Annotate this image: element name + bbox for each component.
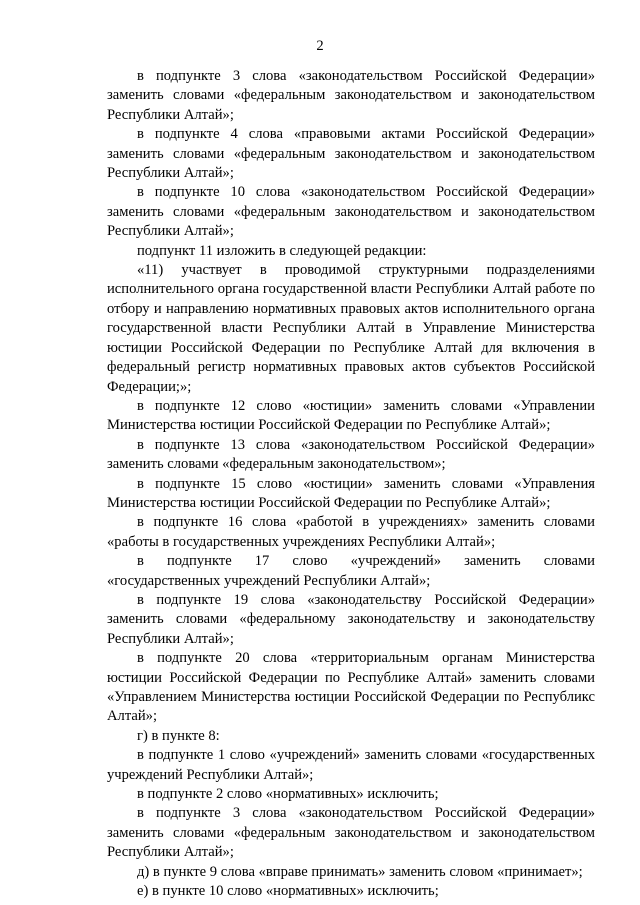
paragraph: «11) участвует в проводимой структурными подразделениями исполнительного органа государственной власти Республики Алтай работе по отбору и направлению нормативных правовых актов исполнительного органа государственной власти Республики Алтай в Управление Министерства юстиции Российской Федерации по Республике Алтай для включения в федеральный регистр нормативных правовых актов субъектов Российской Федерации;»; bbox=[107, 262, 595, 395]
paragraph: д) в пункте 9 слова «вправе принимать» заменить словом «принимает»; bbox=[137, 863, 583, 880]
paragraph: в подпункте 4 слова «правовыми актами Российской Федерации» заменить словами «федеральным законодательством и законодательством Республики Алтай»; bbox=[107, 126, 595, 182]
page-number: 2 bbox=[316, 38, 324, 54]
paragraph: в подпункте 17 слово «учреждений» заменить словами «государственных учреждений Республики Алтай»; bbox=[107, 553, 595, 589]
paragraph: в подпункте 16 слова «работой в учреждениях» заменить словами «работы в государственных учреждениях Республики Алтай»; bbox=[107, 514, 595, 550]
paragraph: в подпункте 15 слово «юстиции» заменить словами «Управления Министерства юстиции Российской Федерации по Республике Алтай»; bbox=[107, 475, 595, 511]
paragraph: в подпункте 20 слова «территориальным органам Министерства юстиции Российской Федерации по Республике Алтай» заменить словами «Управлением Министерства юстиции Российской Федерации по Республикс Алтай»; bbox=[107, 650, 595, 725]
paragraph: в подпункте 3 слова «законодательством Российской Федерации» заменить словами «федеральным законодательством и законодательством Республики Алтай»; bbox=[107, 68, 595, 123]
paragraph: г) в пункте 8: bbox=[137, 727, 220, 744]
paragraph: в подпункте 12 слово «юстиции» заменить словами «Управлении Министерства юстиции Российской Федерации по Республике Алтай»; bbox=[107, 397, 595, 434]
paragraph: е) в пункте 10 слово «нормативных» исключить; bbox=[137, 883, 439, 900]
paragraph: в подпункте 13 слова «законодательством Российской Федерации» заменить словами «федеральным законодательством»; bbox=[107, 436, 595, 473]
paragraph: в подпункте 19 слова «законодательству Российской Федерации» заменить словами «федеральному законодательству и законодательству Республики Алтай»; bbox=[107, 591, 595, 647]
paragraph: подпункт 11 изложить в следующей редакции: bbox=[137, 242, 427, 259]
paragraph: в подпункте 2 слово «нормативных» исключить; bbox=[137, 786, 439, 803]
paragraph: в подпункте 10 слова «законодательством Российской Федерации» заменить словами «федеральным законодательством и законодательством Республики Алтай»; bbox=[107, 184, 595, 240]
document-body bbox=[107, 67, 595, 901]
paragraph: в подпункте 1 слово «учреждений» заменить словами «государственных учреждений Республики Алтай»; bbox=[107, 747, 595, 783]
paragraph: в подпункте 3 слова «законодательством Российской Федерации» заменить словами «федеральным законодательством и законодательством Республики Алтай»; bbox=[107, 805, 595, 861]
